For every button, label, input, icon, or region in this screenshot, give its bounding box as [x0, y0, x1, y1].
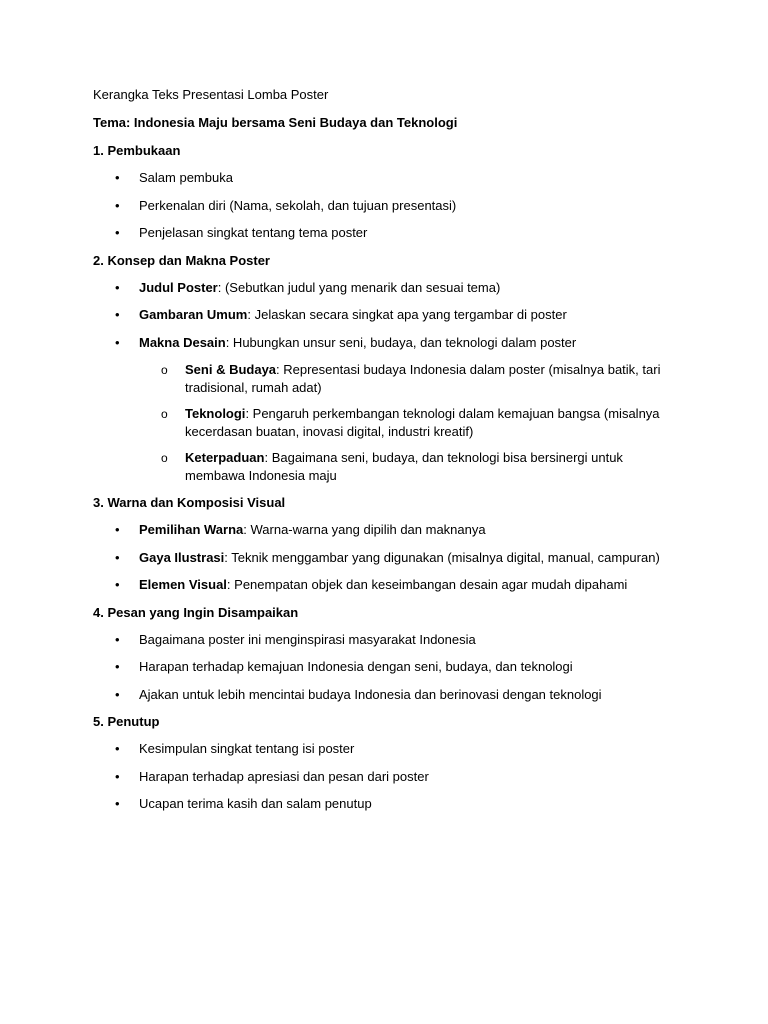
- bullet-item: [93, 224, 673, 242]
- sub-bullet-item: [139, 405, 673, 441]
- sub-bullet-item: [139, 449, 673, 485]
- bullet-item: [93, 631, 673, 649]
- item-text: Penjelasan singkat tentang tema poster: [139, 225, 368, 240]
- item-text: Ajakan untuk lebih mencintai budaya Indonesia dan berinovasi dengan teknologi: [139, 686, 602, 702]
- item-text: : Pengaruh perkembangan teknologi dalam kemajuan bangsa (misalnya kecerdasan buatan, inovasi digital, industri kreatif): [185, 405, 660, 439]
- bullet-item: [93, 197, 673, 215]
- item-text: Bagaimana poster ini menginspirasi masyarakat Indonesia: [139, 631, 476, 647]
- item-label: Makna Desain: [139, 334, 226, 350]
- item-label: Judul Poster: [139, 279, 218, 295]
- bullet-item: [93, 658, 673, 676]
- section-heading: 1. Pembukaan: [93, 143, 181, 158]
- bullet-list: [93, 740, 673, 813]
- document-body: [93, 86, 673, 823]
- item-text: : Hubungkan unsur seni, budaya, dan teknologi dalam poster: [225, 334, 577, 350]
- sub-bullet-list: [139, 361, 673, 485]
- item-text: : Representasi budaya Indonesia dalam poster (misalnya batik, tari tradisional, rumah adat): [185, 361, 661, 395]
- sub-bullet-item: [139, 361, 673, 397]
- item-label: Gaya Ilustrasi: [139, 549, 225, 565]
- item-text: : Penempatan objek dan keseimbangan desain agar mudah dipahami: [226, 577, 628, 592]
- bullet-item: [93, 521, 673, 539]
- item-text: : Jelaskan secara singkat apa yang tergambar di poster: [247, 307, 567, 322]
- item-text: Salam pembuka: [139, 170, 233, 185]
- bullet-item: [93, 768, 673, 786]
- bullet-list: [93, 169, 673, 242]
- document-theme: Tema: Indonesia Maju bersama Seni Budaya dan Teknologi: [93, 115, 458, 130]
- bullet-item: [93, 334, 673, 485]
- item-text: Kesimpulan singkat tentang isi poster: [139, 741, 355, 756]
- section-heading: 4. Pesan yang Ingin Disampaikan: [93, 604, 299, 620]
- bullet-item: [93, 795, 673, 813]
- bullet-item: [93, 549, 673, 567]
- bullet-item: [93, 576, 673, 594]
- document-title: Kerangka Teks Presentasi Lomba Poster: [93, 87, 329, 102]
- item-text: Harapan terhadap apresiasi dan pesan dari poster: [139, 768, 429, 784]
- bullet-item: [93, 686, 673, 704]
- section-heading: 5. Penutup: [93, 714, 160, 729]
- outline-sections: [93, 142, 673, 813]
- bullet-item: [93, 169, 673, 187]
- item-text: : Teknik menggambar yang digunakan (misalnya digital, manual, campuran): [224, 549, 660, 565]
- bullet-list: [93, 279, 673, 485]
- bullet-item: [93, 740, 673, 758]
- item-text: Ucapan terima kasih dan salam penutup: [139, 796, 372, 811]
- item-text: : (Sebutkan judul yang menarik dan sesuai tema): [217, 279, 501, 295]
- item-text: Harapan terhadap kemajuan Indonesia dengan seni, budaya, dan teknologi: [139, 659, 573, 674]
- section-heading: 3. Warna dan Komposisi Visual: [93, 495, 286, 510]
- item-label: Elemen Visual: [139, 577, 227, 592]
- item-label: Seni & Budaya: [185, 361, 277, 377]
- bullet-list: [93, 631, 673, 704]
- bullet-list: [93, 521, 673, 594]
- bullet-item: [93, 306, 673, 324]
- section-heading: 2. Konsep dan Makna Poster: [93, 252, 270, 268]
- item-text: : Bagaimana seni, budaya, dan teknologi bisa bersinergi untuk membawa Indonesia maju: [185, 449, 623, 483]
- item-text: Perkenalan diri (Nama, sekolah, dan tujuan presentasi): [139, 197, 457, 213]
- item-text: : Warna-warna yang dipilih dan maknanya: [243, 522, 486, 537]
- item-label: Pemilihan Warna: [139, 522, 244, 537]
- item-label: Teknologi: [185, 405, 246, 421]
- bullet-item: [93, 279, 673, 297]
- item-label: Keterpaduan: [185, 449, 265, 465]
- item-label: Gambaran Umum: [139, 307, 248, 322]
